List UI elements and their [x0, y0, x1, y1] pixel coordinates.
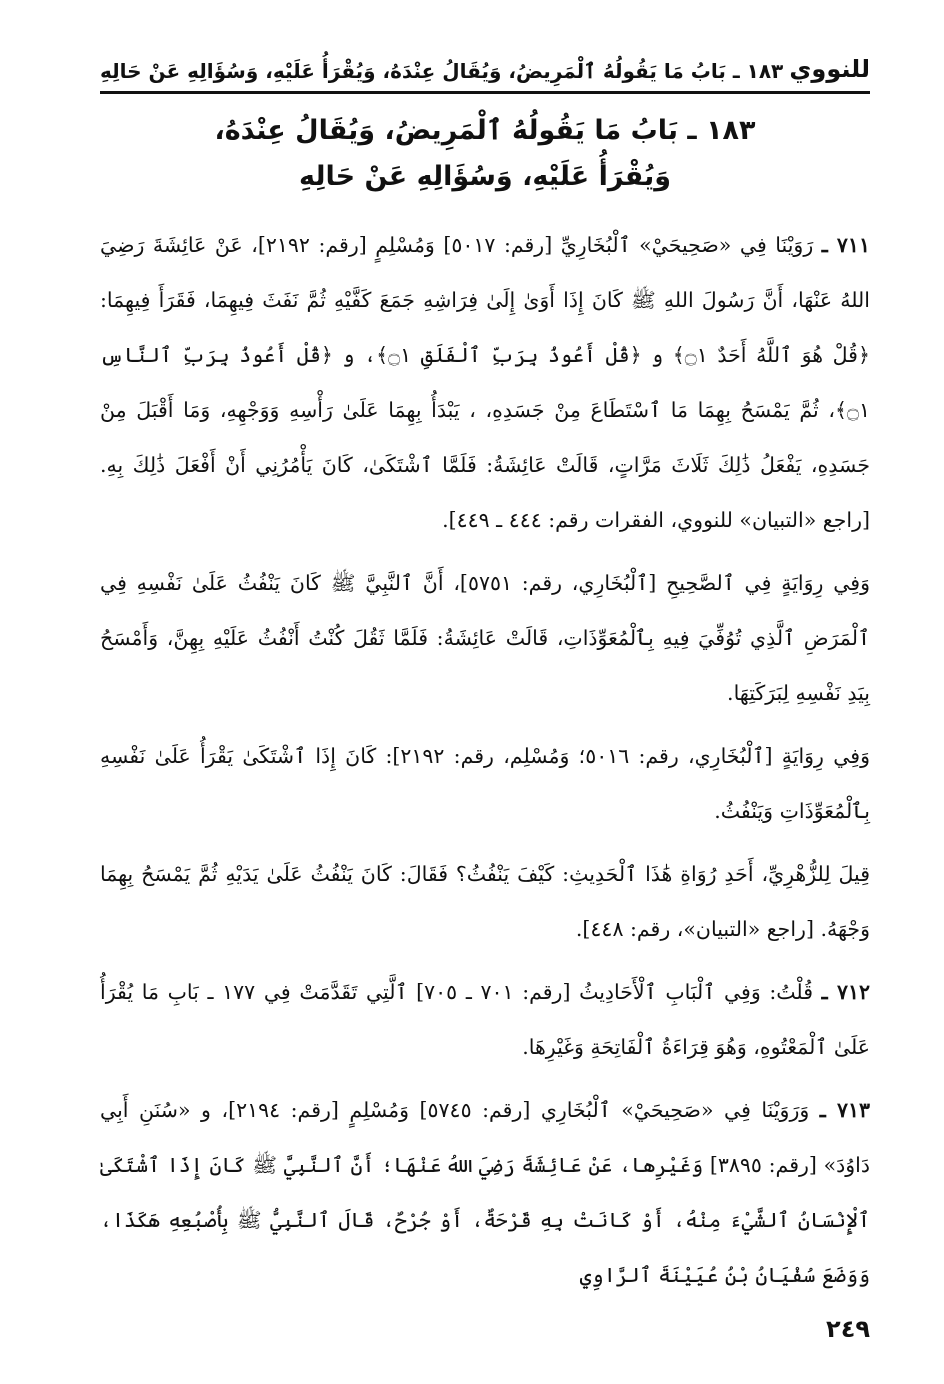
paragraph-hadith-712: [100, 965, 870, 1075]
paragraph-second-narration: [100, 729, 870, 839]
paragraph-text: وَرَوَيْنَا فِي «صَحِيحَيْ» ٱلْبُخَارِي [رقم: ٥٧٤٥] وَمُسْلِمٍ [رقم: ٢١٩٤]، و «سُنَنِ أَبِي دَاوُدَ» [رقم: ٣٨٩٥] وَغَيْرِها، عَنْ عَائِشَةَ رَضِيَ اللهُ عَنْهَا؛ أَنَّ ٱلنَّبِيَّ ﷺ كَانَ إِذَا ٱشْتَكَىٰ ٱلْإِنْسَانُ ٱلشَّيْءَ مِنْهُ، أَوْ كَانَتْ بِهِ قَرْحَةٌ، أَوْ جُرْحٌ، قَالَ ٱلنَّبِيُّ ﷺ بِأُصْبُعِهِ هَكَذَا، وَوَضَعَ سُفْيَانُ بْنُ عُيَيْنَةَ ٱلرَّاوِي: [100, 1098, 870, 1287]
page-number: ٢٤٩: [826, 1315, 870, 1343]
paragraph-bukhari-narration: [100, 556, 870, 721]
paragraph-hadith-711: [100, 218, 870, 548]
chapter-title: [100, 108, 870, 200]
chapter-title-line-1: ١٨٣ ـ بَابُ مَا يَقُولُهُ ٱلْمَرِيضُ، وَيُقَالُ عِنْدَهُ،: [214, 115, 756, 146]
paragraph-text: رَوَيْنَا فِي «صَحِيحَيْ» ٱلْبُخَارِيِّ [رقم: ٥٠١٧] وَمُسْلِمٍ [رقم: ٢١٩٢]، عَنْ عَائِشَةَ رَضِيَ اللهُ عَنْهَا، أَنَّ رَسُولَ اللهِ ﷺ كَانَ إِذَا أَوَىٰ إِلَىٰ فِرَاشِهِ جَمَعَ كَفَّيْهِ ثُمَّ نَفَثَ فِيهِمَا، فَقَرَأَ فِيهِمَا: ﴿قُلْ هُوَ ٱللَّهُ أَحَدٌ ۝١﴾ و ﴿قُلْ أَعُوذُ بِرَبِّ ٱلْفَلَقِ ۝١﴾، و ﴿قُلْ أَعُوذُ بِرَبِّ ٱلنَّاسِ ۝١﴾، ثُمَّ يَمْسَحُ بِهِمَا مَا ٱسْتَطَاعَ مِنْ جَسَدِهِ، ، يَبْدَأُ بِهِمَا عَلَىٰ رَأْسِهِ وَوَجْهِهِ، وَمَا أَقْبَلَ مِنْ جَسَدِهِ، يَفْعَلُ ذَٰلِكَ ثَلَاثَ مَرَّاتٍ، قَالَتْ عَائِشَةُ: فَلَمَّا ٱشْتَكَىٰ، كَانَ يَأْمُرُنِي أَنْ أَفْعَلَ ذَٰلِكَ بِهِ. [راجع «التبيان» للنووي، الفقرات رقم: ٤٤٤ ـ ٤٤٩].: [100, 233, 870, 532]
paragraph-hadith-713: [100, 1083, 870, 1303]
paragraph-text: وَفِي رِوَايَةٍ [ٱلْبُخَارِي، رقم: ٥٠١٦؛ وَمُسْلِم، رقم: ٢١٩٢]: كَانَ إِذَا ٱشْتَكَىٰ يَقْرَأُ عَلَىٰ نَفْسِهِ بِٱلْمُعَوِّذَاتِ وَيَنْفُثُ.: [100, 744, 870, 823]
header-title: ١٨٣ ـ بَابُ مَا يَقُولُهُ ٱلْمَرِيضُ، وَيُقَالُ عِنْدَهُ، وَيُقْرَأُ عَلَيْهِ، وَسُؤَالِهِ عَنْ حَالِهِ: [100, 59, 784, 83]
running-header: [100, 55, 870, 94]
chapter-title-line-2: وَيُقْرَأُ عَلَيْهِ، وَسُؤَالِهِ عَنْ حَالِهِ: [298, 161, 671, 192]
paragraph-zuhri: [100, 847, 870, 957]
paragraph-text: وَفِي رِوَايَةٍ فِي ٱلصَّحِيحِ [ٱلْبُخَارِي، رقم: ٥٧٥١]، أَنَّ ٱلنَّبِيَّ ﷺ كَانَ يَنْفُثُ عَلَىٰ نَفْسِهِ فِي ٱلْمَرَضِ ٱلَّذِي تُوُفِّيَ فِيهِ بِٱلْمُعَوِّذَاتِ، قَالَتْ عَائِشَةُ: فَلَمَّا ثَقُلَ كُنْتُ أَنْفُثُ عَلَيْهِ بِهِنَّ، وَأَمْسَحُ بِيَدِ نَفْسِهِ لِبَرَكَتِهَا.: [100, 571, 870, 705]
paragraph-text: قِيلَ لِلزُّهْرِيِّ، أَحَدِ رُوَاةِ هَٰذَا ٱلْحَدِيثِ: كَيْفَ يَنْفُثُ؟ فَقَالَ: كَانَ يَنْفُثُ عَلَىٰ يَدَيْهِ ثُمَّ يَمْسَحُ بِهِمَا وَجْهَهُ. [راجع «التبيان»، رقم: ٤٤٨].: [100, 862, 870, 941]
hadith-number: ٧١١ ـ: [821, 233, 870, 257]
hadith-number: ٧١٣ ـ: [819, 1098, 870, 1122]
page: [100, 55, 870, 1365]
paragraph-text: قُلْتُ: وَفِي ٱلْبَابِ ٱلْأَحَادِيثُ [رقم: ٧٠١ ـ ٧٠٥] ٱلَّتِي تَقَدَّمَتْ فِي ١٧٧ ـ بَابِ مَا يُقْرَأُ عَلَىٰ ٱلْمَعْتُوهِ، وَهُوَ قِرَاءَةُ ٱلْفَاتِحَةِ وَغَيْرِهَا.: [100, 980, 870, 1059]
hadith-number: ٧١٢ ـ: [821, 980, 870, 1004]
header-author: للنووي: [789, 55, 870, 83]
